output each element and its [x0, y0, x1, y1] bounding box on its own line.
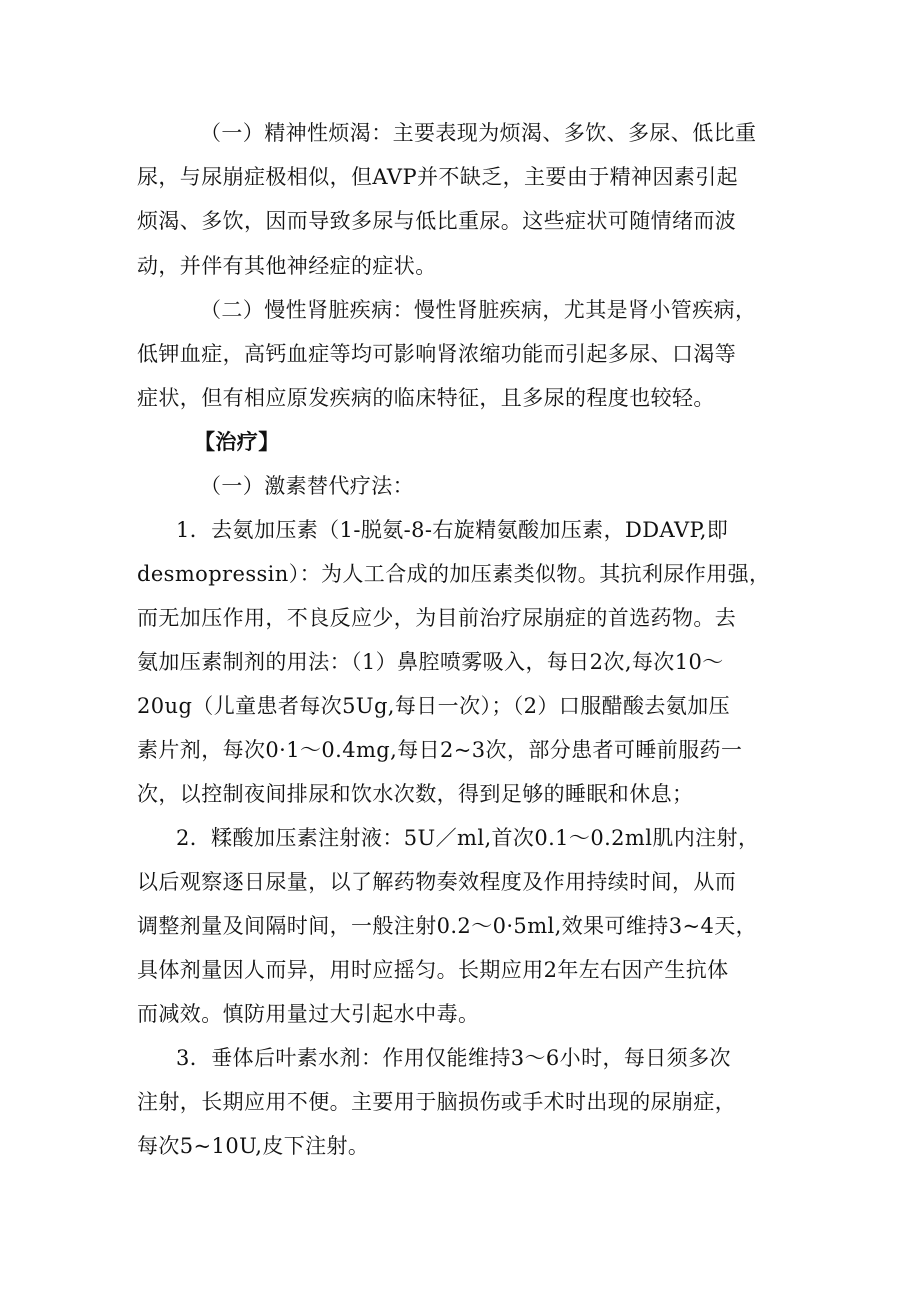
paragraph-line: 1．去氨加压素（1-脱氨-8-右旋精氨酸加压素，DDAVP,即 [176, 518, 729, 542]
paragraph-line: 尿，与尿崩症极相似，但AVP并不缺乏，主要由于精神因素引起 [137, 165, 739, 189]
paragraph-line: 3．垂体后叶素水剂：作用仅能维持3～6小时，每日须多次 [176, 1046, 731, 1070]
paragraph-line: 调整剂量及间隔时间，一般注射0.2～0·5ml,效果可维持3~4天， [137, 914, 758, 938]
paragraph-line: 动，并伴有其他神经症的症状。 [137, 254, 437, 278]
paragraph-line: 而无加压作用，不良反应少，为目前治疗尿崩症的首选药物。去 [137, 606, 737, 630]
paragraph-line: 次，以控制夜间排尿和饮水次数，得到足够的睡眠和休息； [137, 782, 694, 806]
paragraph-line: 症状，但有相应原发疾病的临床特征，且多尿的程度也较轻。 [137, 386, 715, 410]
paragraph-line: （一）精神性烦渴：主要表现为烦渴、多饮、多尿、低比重 [200, 121, 757, 145]
paragraph-line: 素片剂，每次0·1～0.4mg,每日2~3次，部分患者可睡前服药一 [137, 738, 743, 762]
paragraph-line: 烦渴、多饮，因而导致多尿与低比重尿。这些症状可随情绪而波 [137, 209, 737, 233]
paragraph-line: 具体剂量因人而异，用时应摇匀。长期应用2年左右因产生抗体 [137, 958, 729, 982]
paragraph-line: desmopressin）：为人工合成的加压素类似物。其抗利尿作用强， [137, 562, 771, 586]
paragraph-line: 20ug（儿童患者每次5Ug,每日一次）；（2）口服醋酸去氨加压 [137, 694, 731, 718]
paragraph-line: 2．糅酸加压素注射液：5U／ml,首次0.1～0.2ml肌内注射， [176, 826, 760, 850]
paragraph-line: 每次5~10U,皮下注射。 [137, 1134, 370, 1158]
paragraph-line: 低钾血症，高钙血症等均可影响肾浓缩功能而引起多尿、口渴等 [137, 342, 737, 366]
paragraph-line: 注射，长期应用不便。主要用于脑损伤或手术时出现的尿崩症， [137, 1090, 737, 1114]
subsection-heading: （一）激素替代疗法： [200, 474, 414, 498]
paragraph-line: 氨加压素制剂的用法：（1）鼻腔喷雾吸入，每日2次,每次10～ [137, 650, 724, 674]
paragraph-line: 而减效。慎防用量过大引起水中毒。 [137, 1002, 480, 1026]
section-heading: 【治疗】 [194, 430, 280, 454]
paragraph-line: 以后观察逐日尿量，以了解药物奏效程度及作用持续时间，从而 [137, 870, 737, 894]
paragraph-line: （二）慢性肾脏疾病：慢性肾脏疾病，尤其是肾小管疾病， [200, 298, 757, 322]
